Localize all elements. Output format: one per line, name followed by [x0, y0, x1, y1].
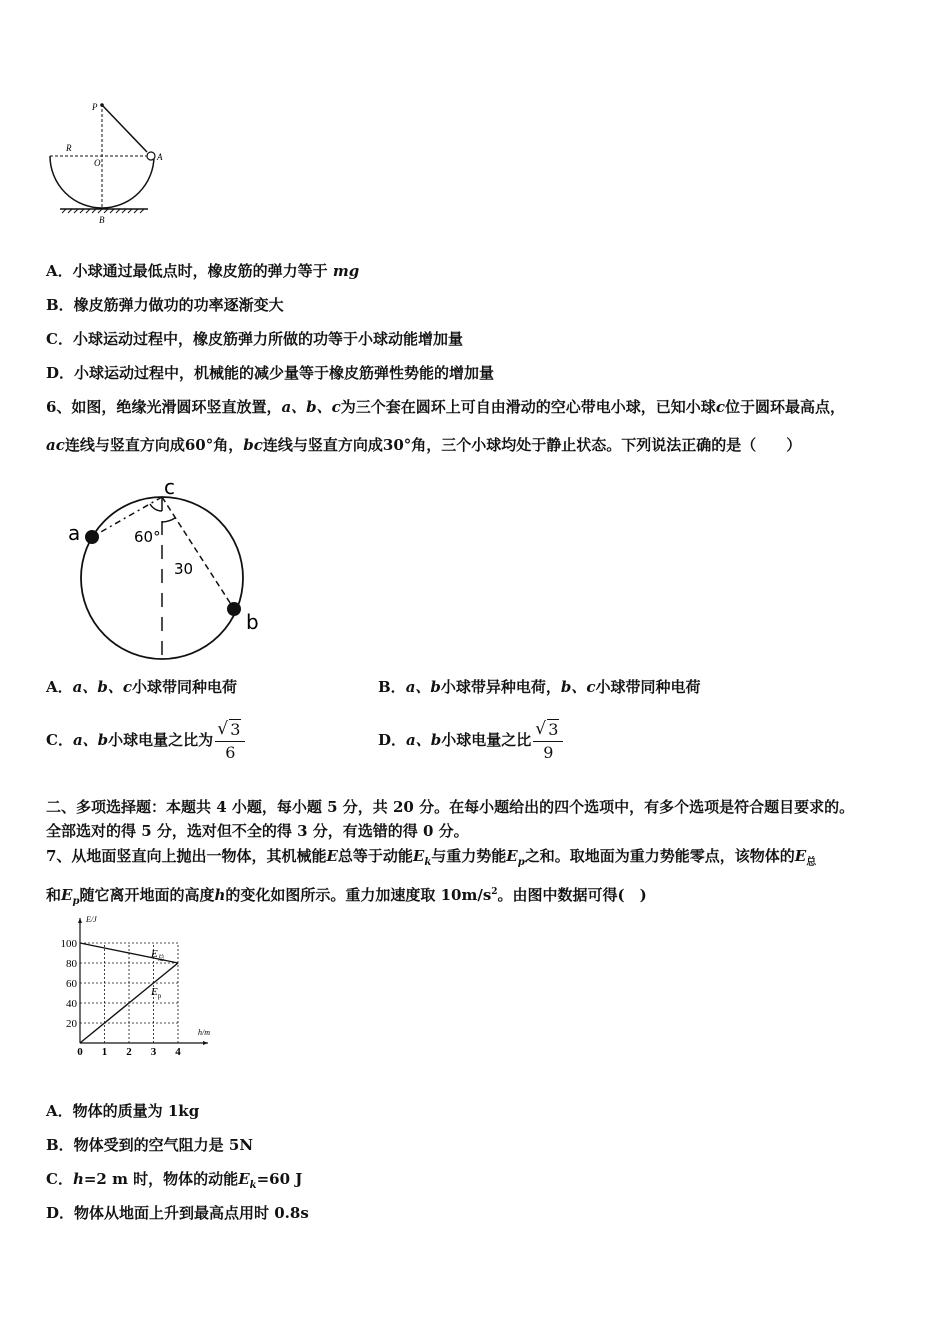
label-o: O — [94, 158, 101, 168]
q7-option-c[interactable]: C．h=2 m 时，物体的动能$E_k=60$ J — [46, 1170, 303, 1191]
angle-60-label: 60° — [134, 528, 161, 546]
q5-option-d[interactable]: D．小球运动过程中，机械能的减少量等于橡皮筋弹性势能的增加量 — [46, 364, 495, 382]
y-axis-label: E/J — [86, 915, 97, 924]
label-b: B — [99, 215, 105, 225]
q6-option-a[interactable]: A．a、b、c小球带同种电荷 — [46, 678, 237, 696]
q7-option-d[interactable]: D．物体从地面上升到最高点用时 0.8s — [46, 1204, 309, 1222]
label-p: P — [92, 102, 98, 112]
fraction-c: √ $\frac{3}{6}$ — [215, 719, 245, 764]
x-tick-label: 1 — [101, 1046, 108, 1058]
series-label-ep: $E_p$ — [151, 986, 162, 1000]
fraction-d: √ $\frac{3}{9}$ — [533, 719, 563, 764]
q7-stem-line2: 和$E_p$随它离开地面的高度h的变化如图所示。重力加速度取 $10m/s^2$。由图中数据可得( ) — [46, 886, 647, 907]
rubber-band — [102, 105, 147, 152]
x-axis-arrow — [203, 1041, 208, 1045]
angle-arc-30 — [162, 518, 175, 522]
x-tick-label: 2 — [126, 1046, 132, 1058]
q6-stem-line1: 6、如图，绝缘光滑圆环竖直放置，a、b、c为三个套在圆环上可自由滑动的空心带电小球，已知小球c位于圆环最高点， — [46, 398, 845, 416]
q7-stem-line1: 7、从地面竖直向上抛出一物体，其机械能E总等于动能$E_k$与重力势能$E_p$之和。取地面为重力势能零点，该物体的$E_总$ — [46, 847, 817, 868]
q5-option-b[interactable]: B．橡皮筋弹力做功的功率逐渐变大 — [46, 296, 284, 314]
label-a: a — [68, 521, 81, 545]
angle-arc-60 — [150, 504, 162, 511]
y-tick-label: 20 — [66, 1018, 77, 1030]
q7-option-a[interactable]: A．物体的质量为 1kg — [46, 1102, 200, 1120]
label-b: b — [246, 610, 259, 634]
q6-option-c[interactable]: C．a、b小球电量之比为 √ $\frac{3}{6}$ — [46, 718, 245, 764]
section2-scoring: 全部选对的得 5 分，选对但不全的得 3 分，有选错的得 0 分。 — [46, 822, 469, 840]
ring-figure — [62, 478, 272, 668]
label-c: c — [164, 478, 175, 499]
q5-option-a[interactable]: A．小球通过最低点时，橡皮筋的弹力等于 mg — [46, 262, 360, 280]
y-tick-label: 40 — [66, 998, 77, 1010]
energy-height-chart — [54, 912, 224, 1060]
q6-stem-line2: ac连线与竖直方向成60°角，bc连线与竖直方向成30°角，三个小球均处于静止状态。下列说法正确的是（ ） — [46, 436, 802, 454]
x-tick-label: 3 — [150, 1046, 157, 1058]
ball-a — [147, 152, 155, 160]
q7-option-b[interactable]: B．物体受到的空气阻力是 5N — [46, 1136, 254, 1154]
q6-option-b[interactable]: B．a、b小球带异种电荷，b、c小球带同种电荷 — [378, 678, 701, 696]
point-p — [100, 103, 104, 107]
angle-30-label: 30 — [174, 560, 194, 578]
section2-heading: 二、多项选择题：本题共 4 小题，每小题 5 分，共 20 分。在每小题给出的四个选项中，有多个选项是符合题目要求的。 — [46, 798, 855, 816]
q6-option-d[interactable]: D．a、b小球电量之比 √ $\frac{3}{9}$ — [378, 718, 563, 764]
x-tick-label: 4 — [175, 1046, 181, 1058]
q5-option-c[interactable]: C．小球运动过程中，橡皮筋弹力所做的功等于小球动能增加量 — [46, 330, 463, 348]
label-a: A — [157, 152, 163, 162]
x-axis-label: h/m — [198, 1028, 210, 1037]
ball-a — [85, 530, 99, 544]
x-tick-label: 0 — [77, 1046, 83, 1058]
series-label-total: $E_总$ — [151, 948, 165, 962]
y-tick-label: 80 — [66, 958, 77, 970]
bowl-pendulum-figure — [44, 98, 164, 226]
y-axis-arrow — [78, 918, 82, 923]
y-tick-label: 100 — [60, 938, 77, 950]
y-tick-label: 60 — [66, 978, 77, 990]
label-r: R — [66, 143, 72, 153]
ball-b — [227, 602, 241, 616]
line-bc — [162, 497, 234, 609]
